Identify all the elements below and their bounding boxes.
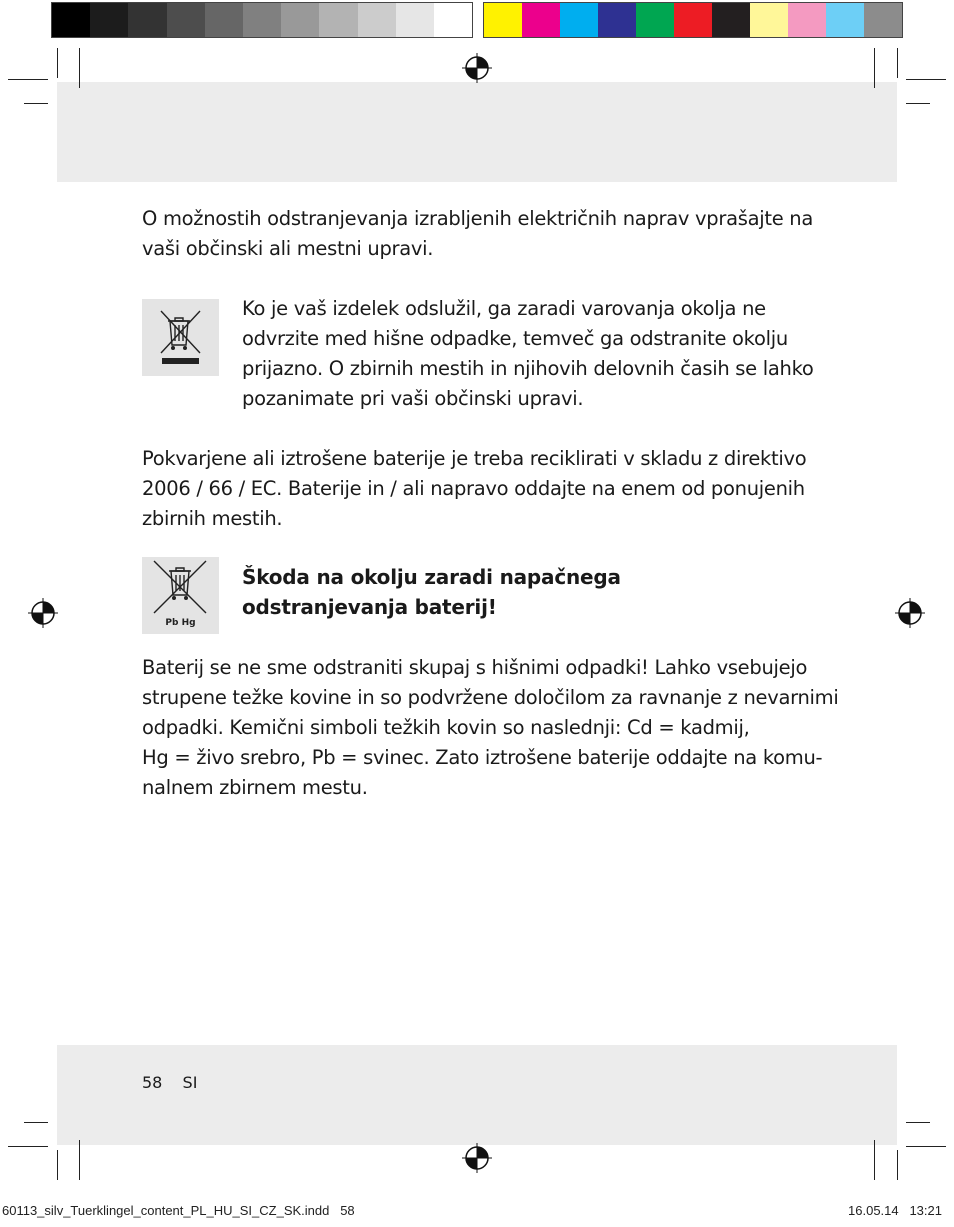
text-line: Hg = živo srebro, Pb = svinec. Zato iztrošene baterije oddajte na komu- [142,746,823,769]
color-swatch [598,3,636,37]
color-swatch [484,3,522,37]
crop-mark [8,79,48,80]
page-folio [142,1073,197,1092]
battery-icon-label: Pb Hg [165,618,196,628]
gray-swatch [243,3,281,37]
crop-mark [906,1122,930,1123]
color-swatch [788,3,826,37]
page-number: 58 [142,1073,163,1092]
crop-mark [79,48,80,88]
text-line: pozanimate pri vaši občinski upravi. [242,387,584,410]
crop-mark [8,1146,48,1147]
color-swatch [864,3,902,37]
crop-mark [24,1122,48,1123]
gray-swatch [319,3,357,37]
text-line: Ko je vaš izdelek odslužil, ga zaradi varovanja okolja ne [242,297,766,320]
paragraph-battery-recycling [142,444,806,534]
footer-band [57,1045,897,1145]
header-band [57,82,897,182]
crop-mark [79,1140,80,1180]
gray-swatch [281,3,319,37]
crop-mark [57,48,58,78]
text-line: nalnem zbirnem mestu. [142,776,368,799]
crop-mark [57,1150,58,1180]
weee-crossed-bin-icon [142,299,219,376]
crop-mark [897,1150,898,1180]
weee-icon-box [142,299,219,376]
gray-scale-bar [51,2,473,38]
paragraph-battery-hazards [142,653,838,803]
heading-line: Škoda na okolju zaradi napačnega [242,565,621,589]
text-line: odpadki. Kemični simboli težkih kovin so naslednji: Cd = kadmij, [142,716,750,739]
text-line: Baterij se ne sme odstraniti skupaj s hišnimi odpadki! Lahko vsebujejo [142,656,808,679]
text-line: prijazno. O zbirnih mestih in njihovih delovnih časih se lahko [242,357,814,380]
registration-mark-icon [895,598,925,628]
text-line: 2006 / 66 / EC. Baterije in / ali napravo oddajte na enem od ponujenih [142,477,805,500]
crop-mark [874,48,875,88]
heading-line: odstranjevanja baterij! [242,595,497,619]
text-line: O možnostih odstranjevanja izrabljenih električnih naprav vprašajte na [142,207,814,230]
text-line: strupene težke kovine in so podvržene določilom za ravnanje z nevarnimi [142,686,839,709]
gray-swatch [90,3,128,37]
gray-swatch [396,3,434,37]
registration-mark-icon [462,53,492,83]
gray-swatch [167,3,205,37]
language-code: SI [182,1073,198,1092]
crop-mark [906,1146,946,1147]
warning-heading [242,562,621,622]
gray-swatch [358,3,396,37]
crop-mark [897,48,898,78]
gray-swatch [52,3,90,37]
color-swatch [750,3,788,37]
paragraph-disposal-info [142,204,813,264]
slug-date-info: 16.05.14 13:21 [848,1203,942,1218]
text-line: odvrzite med hišne odpadke, temveč ga odstranite okolju [242,327,788,350]
battery-crossed-bin-icon [142,557,219,621]
color-swatch [560,3,598,37]
color-swatch [826,3,864,37]
crop-mark [874,1140,875,1180]
gray-swatch [205,3,243,37]
slug-file-info: 60113_silv_Tuerklingel_content_PL_HU_SI_CZ_SK.indd 58 [2,1203,355,1218]
color-swatch [712,3,750,37]
color-swatch [674,3,712,37]
process-color-bar [483,2,903,38]
registration-mark-icon [462,1143,492,1173]
crop-mark [906,79,946,80]
crop-mark [906,103,930,104]
crop-mark [24,103,48,104]
gray-swatch [434,3,472,37]
text-line: Pokvarjene ali iztrošene baterije je treba reciklirati v skladu z direktivo [142,447,807,470]
text-line: zbirnih mestih. [142,507,283,530]
text-line: vaši občinski ali mestni upravi. [142,237,434,260]
paragraph-product-disposal [242,294,814,414]
battery-icon-box [142,557,219,634]
gray-swatch [128,3,166,37]
color-swatch [636,3,674,37]
registration-mark-icon [28,598,58,628]
color-swatch [522,3,560,37]
